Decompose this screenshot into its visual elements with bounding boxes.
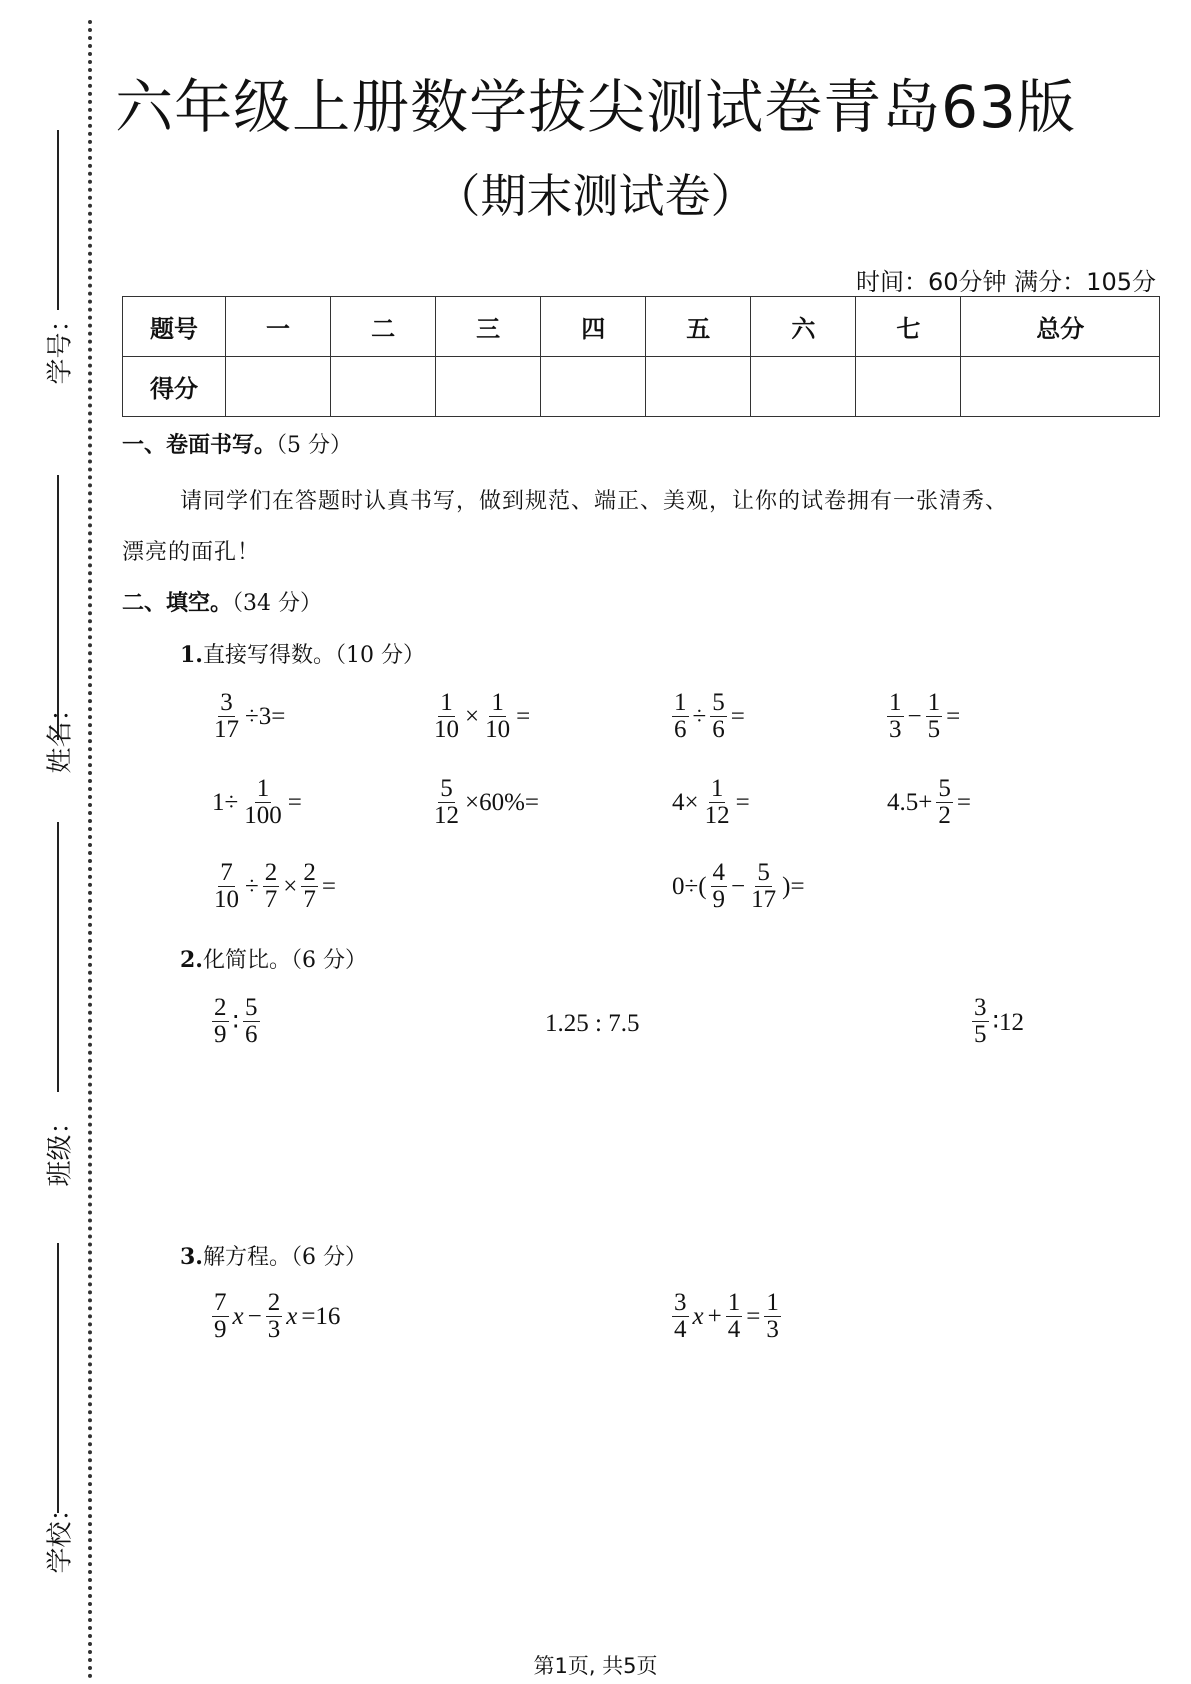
score-table-header-row: [123, 297, 1160, 357]
q1-item-5: 1÷ $\frac{1}{100}$ =: [212, 775, 302, 830]
score-cell-2[interactable]: [331, 357, 436, 417]
q1-item-10: 0÷( $\frac{4}{9}$ − $\frac{5}{17}$ )=: [672, 859, 805, 914]
row-header-score: 得分: [123, 357, 226, 417]
section-2-points: （34 分）: [232, 591, 323, 616]
section-2-title: 二、填空。: [122, 591, 233, 616]
col-4: 四: [541, 297, 646, 357]
question-1-heading: 1.直接写得数。（10 分）: [180, 642, 425, 668]
col-7: 七: [856, 297, 961, 357]
score-cell-7[interactable]: [856, 357, 961, 417]
score-cell-6[interactable]: [751, 357, 856, 417]
q1-item-8: 4.5+ $\frac{5}{2}$ =: [887, 775, 971, 830]
question-3-heading: 3.解方程。（6 分）: [180, 1244, 367, 1270]
q1-item-9: $\frac{7}{10}$ ÷ $\frac{2}{7}$ × $\frac{2}{7}$ =: [214, 859, 336, 914]
q3-item-2: $\frac{3}{4}$ x + $\frac{1}{4}$ = $\frac{1}{3}$: [674, 1289, 779, 1344]
binding-dashed-line: [88, 20, 92, 1680]
q2-item-1: $\frac{2}{9}$ ∶ $\frac{5}{6}$: [214, 994, 258, 1049]
score-cell-total[interactable]: [961, 357, 1160, 417]
exam-meta: 时间：60分钟 满分：105分: [856, 268, 1156, 296]
col-3: 三: [436, 297, 541, 357]
section-1-title: 一、卷面书写。: [122, 433, 277, 458]
page-subtitle: （期末测试卷）: [434, 169, 757, 223]
school-blank-line[interactable]: [57, 1243, 59, 1513]
col-2: 二: [331, 297, 436, 357]
section-1-heading: [122, 428, 352, 459]
q1-item-3: $\frac{1}{6}$ ÷ $\frac{5}{6}$ =: [674, 689, 745, 744]
class-blank-line[interactable]: [57, 822, 59, 1092]
score-cell-5[interactable]: [646, 357, 751, 417]
col-6: 六: [751, 297, 856, 357]
question-3-title: 解方程。（6 分）: [202, 1245, 367, 1270]
score-table-score-row: [123, 357, 1160, 417]
q1-item-6: $\frac{5}{12}$ ×60%=: [434, 775, 540, 830]
question-1-title: 直接写得数。（10 分）: [202, 643, 425, 668]
page-title: 六年级上册数学拔尖测试卷青岛63版: [115, 73, 1076, 141]
q1-item-4: $\frac{1}{3}$ − $\frac{1}{5}$ =: [889, 689, 961, 744]
score-cell-4[interactable]: [541, 357, 646, 417]
name-label: 姓名：: [45, 695, 76, 774]
q3-item-1: $\frac{7}{9}$ x − $\frac{2}{3}$ x =16: [214, 1289, 341, 1344]
question-2-title: 化简比。（6 分）: [202, 948, 367, 973]
score-cell-3[interactable]: [436, 357, 541, 417]
section-1-points: （5 分）: [276, 433, 353, 458]
question-2-heading: 2.化简比。（6 分）: [180, 947, 367, 973]
col-1: 一: [226, 297, 331, 357]
q1-item-7: 4× $\frac{1}{12}$ =: [672, 775, 750, 830]
col-total: 总分: [961, 297, 1160, 357]
score-cell-1[interactable]: [226, 357, 331, 417]
class-label: 班级：: [45, 1108, 76, 1187]
school-label: 学校：: [45, 1495, 76, 1574]
q1-item-1: $\frac{3}{17}$ ÷3=: [214, 689, 286, 744]
col-5: 五: [646, 297, 751, 357]
page-number: 第1页, 共5页: [533, 1654, 658, 1678]
score-table: [122, 296, 1160, 417]
section-1-text-line2: 漂亮的面孔！: [122, 540, 261, 565]
q2-item-2: 1.25 : 7.5: [545, 1010, 640, 1037]
student-id-label: 学号：: [45, 306, 76, 385]
q1-item-2: $\frac{1}{10}$ × $\frac{1}{10}$ =: [434, 689, 531, 744]
row-header-question: 题号: [123, 297, 226, 357]
section-2-heading: [122, 586, 322, 617]
section-1-text-line1: 请同学们在答题时认真书写，做到规范、端正、美观，让你的试卷拥有一张清秀、: [180, 489, 1009, 514]
q2-item-3: $\frac{3}{5}$ ∶12: [974, 994, 1025, 1049]
